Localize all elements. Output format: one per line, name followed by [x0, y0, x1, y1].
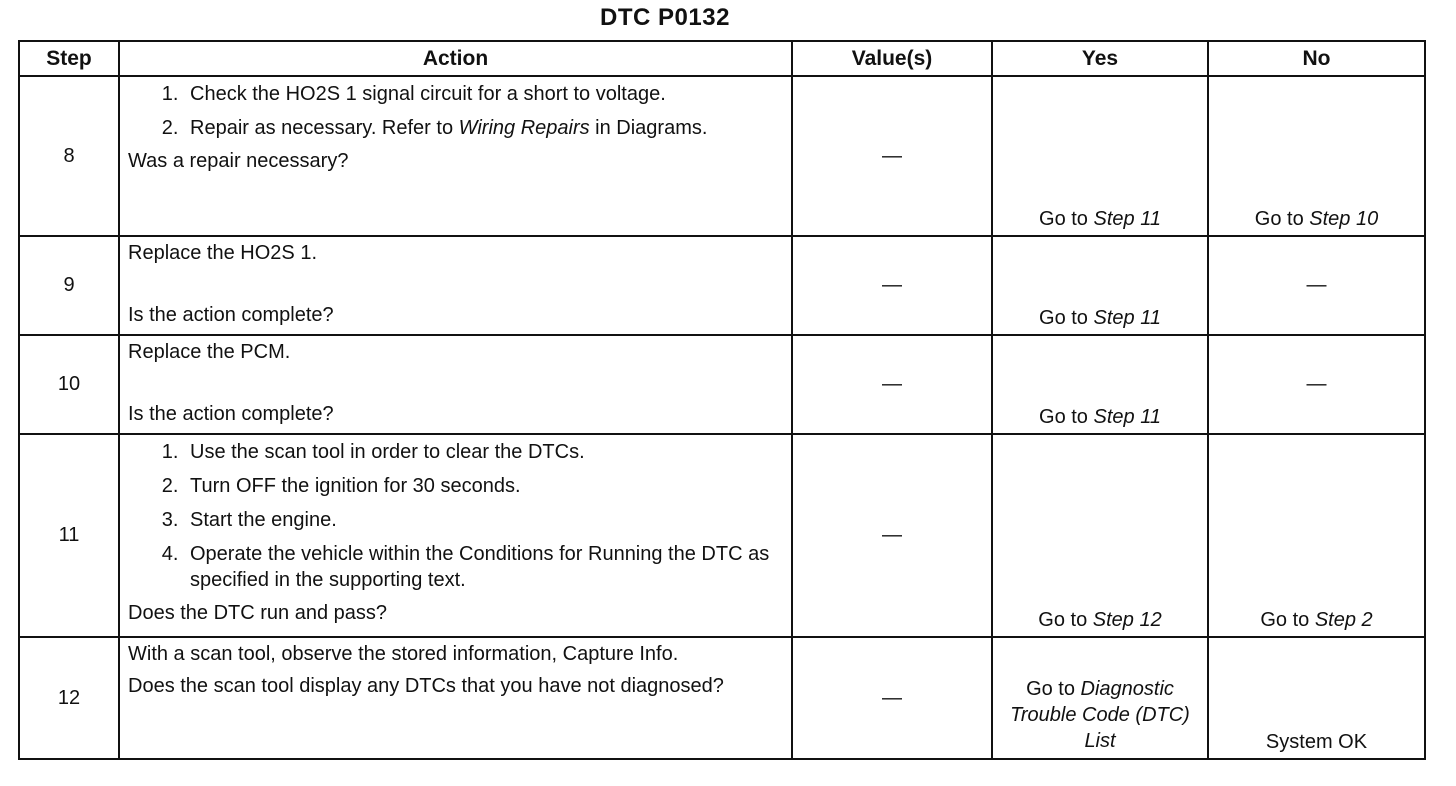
no-cell: [1208, 76, 1425, 236]
value-cell: —: [792, 76, 992, 236]
no-prefix: Go to: [1254, 208, 1310, 230]
question-text: Is the action complete?: [128, 403, 334, 425]
no-cell: —: [1208, 236, 1425, 335]
list-item: 3. Start the engine.: [184, 507, 785, 533]
value-cell: —: [792, 637, 992, 759]
yes-prefix: Go to: [1039, 307, 1094, 329]
value-cell: —: [792, 335, 992, 434]
step-number: 10: [19, 335, 119, 434]
yes-step-link[interactable]: Diagnostic Trouble Code (DTC) List: [1010, 678, 1190, 752]
list-item-text: in Diagrams.: [589, 117, 708, 139]
no-cell: —: [1208, 335, 1425, 434]
no-cell: [1208, 434, 1425, 637]
header-row: [19, 41, 1425, 76]
question-text: Does the DTC run and pass?: [128, 602, 388, 624]
no-step-link[interactable]: Step 2: [1314, 609, 1373, 631]
value-cell: —: [792, 236, 992, 335]
header-yes: Yes: [992, 41, 1208, 76]
yes-prefix: Go to: [1039, 208, 1094, 230]
no-step-link[interactable]: Step 10: [1309, 208, 1379, 230]
yes-cell: [992, 637, 1208, 759]
no-prefix: Go to: [1260, 609, 1315, 631]
list-item: [184, 115, 785, 141]
action-list: [128, 439, 785, 593]
yes-prefix: Go to: [1038, 609, 1093, 631]
yes-cell: [992, 434, 1208, 637]
action-text: Replace the HO2S 1.: [128, 242, 317, 264]
table-row: [19, 434, 1425, 637]
action-cell: [119, 236, 792, 335]
yes-cell: [992, 76, 1208, 236]
header-no: No: [1208, 41, 1425, 76]
header-values: Value(s): [792, 41, 992, 76]
action-text: With a scan tool, observe the stored information, Capture Info.: [128, 643, 679, 665]
spacer: [128, 265, 785, 303]
yes-step-link[interactable]: Step 11: [1093, 406, 1161, 428]
yes-cell: [992, 236, 1208, 335]
spacer: [128, 364, 785, 402]
header-action: Action: [119, 41, 792, 76]
table-row: [19, 637, 1425, 759]
yes-step-link[interactable]: Step 12: [1092, 609, 1162, 631]
table-row: [19, 76, 1425, 236]
list-item-text: Repair as necessary. Refer to: [190, 117, 454, 139]
question-text: Does the scan tool display any DTCs that you have not diagnosed?: [128, 675, 724, 697]
list-item: 2. Turn OFF the ignition for 30 seconds.: [184, 473, 785, 499]
yes-prefix: Go to: [1026, 678, 1081, 700]
action-list: [128, 81, 785, 141]
question-text: Was a repair necessary?: [128, 150, 349, 172]
page-title: DTC P0132: [600, 4, 730, 31]
question-text: Is the action complete?: [128, 304, 334, 326]
yes-step-link[interactable]: Step 11: [1093, 307, 1161, 329]
list-item: 1. Check the HO2S 1 signal circuit for a short to voltage.: [184, 81, 785, 107]
table-row: [19, 335, 1425, 434]
action-cell: [119, 637, 792, 759]
table-row: [19, 236, 1425, 335]
yes-step-link[interactable]: Step 11: [1093, 208, 1161, 230]
reference-link[interactable]: Wiring Repairs: [458, 117, 590, 139]
action-cell: [119, 335, 792, 434]
yes-cell: [992, 335, 1208, 434]
step-number: 12: [19, 637, 119, 759]
yes-prefix: Go to: [1039, 406, 1094, 428]
no-cell: System OK: [1208, 637, 1425, 759]
action-cell: [119, 76, 792, 236]
header-step: Step: [19, 41, 119, 76]
action-text: Replace the PCM.: [128, 341, 291, 363]
step-number: 9: [19, 236, 119, 335]
list-item: 4. Operate the vehicle within the Conditions for Running the DTC as specified in the supporting text.: [184, 541, 785, 593]
action-cell: [119, 434, 792, 637]
diagnostic-table: [18, 40, 1426, 760]
list-item: 1. Use the scan tool in order to clear the DTCs.: [184, 439, 785, 465]
value-cell: —: [792, 434, 992, 637]
step-number: 11: [19, 434, 119, 637]
step-number: 8: [19, 76, 119, 236]
